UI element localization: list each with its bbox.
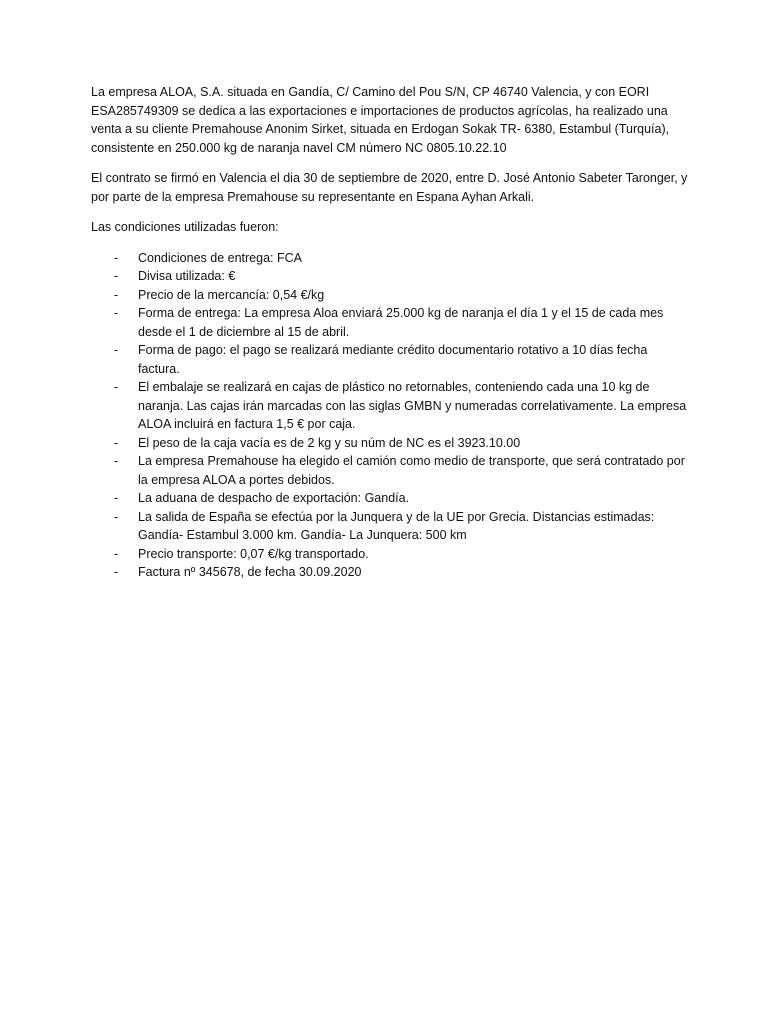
bullet-dash: -	[114, 454, 119, 468]
list-item	[91, 267, 691, 286]
list-item	[91, 304, 691, 341]
list-item-text: Factura nº 345678, de fecha 30.09.2020	[138, 565, 362, 579]
bullet-dash: -	[114, 269, 119, 283]
list-item-text: La salida de España se efectúa por la Junquera y de la UE por Grecia. Distancias estimadas: Gandía- Estambul 3.000 km. Gandía- La Junquera: 500 km	[138, 509, 655, 542]
list-item-text: Forma de entrega: La empresa Aloa enviará 25.000 kg de naranja el día 1 y el 15 de cada mes desde el 1 de diciembre al 15 de abril.	[138, 306, 664, 339]
intro-paragraph: La empresa ALOA, S.A. situada en Gandía, C/ Camino del Pou S/N, CP 46740 Valencia, y con EORI ESA285749309 se dedica a las exportaciones e importaciones de productos agrícolas, ha realizado una venta a su cliente Premahouse Anonim Sirket, situada en Erdogan Sokak TR- 6380, Estambul (Turquía), consistente en 250.000 kg de naranja navel CM número NC 0805.10.22.10	[91, 85, 670, 155]
list-item	[91, 545, 691, 564]
list-item-text: Forma de pago: el pago se realizará mediante crédito documentario rotativo a 10 días fecha factura.	[138, 343, 648, 376]
list-item	[91, 434, 691, 453]
list-item-text: La empresa Premahouse ha elegido el camión como medio de transporte, que será contratado por la empresa ALOA a portes debidos.	[138, 454, 685, 487]
list-item	[91, 378, 691, 434]
bullet-dash: -	[114, 343, 119, 357]
list-item-text: Precio transporte: 0,07 €/kg transportado.	[138, 546, 369, 561]
bullet-dash: -	[114, 250, 119, 265]
list-item-text: La aduana de despacho de exportación: Gandía.	[138, 491, 410, 505]
bullet-dash: -	[114, 306, 119, 320]
list-item	[91, 452, 691, 489]
bullet-dash: -	[114, 287, 119, 302]
list-item-text: El embalaje se realizará en cajas de plástico no retornables, conteniendo cada una 10 kg de naranja. Las cajas irán marcadas con las siglas GMBN y numeradas correlativamente. La empresa ALOA incluirá en factura 1,5 € por caja.	[138, 380, 687, 431]
list-item-text: Divisa utilizada: €	[138, 269, 236, 283]
document-page	[91, 83, 691, 582]
list-item-text: El peso de la caja vacía es de 2 kg y su núm de NC es el 3923.10.00	[138, 435, 521, 450]
conditions-heading: Las condiciones utilizadas fueron:	[91, 220, 279, 234]
list-item	[91, 563, 691, 582]
bullet-dash: -	[114, 435, 119, 450]
bullet-dash: -	[114, 546, 119, 561]
list-item	[91, 249, 691, 268]
list-item	[91, 489, 691, 508]
contract-paragraph: El contrato se firmó en Valencia el dia 30 de septiembre de 2020, entre D. José Antonio Sabeter Taronger, y por parte de la empresa Premahouse su representante en Espana Ayhan Arkali.	[91, 171, 688, 204]
bullet-dash: -	[114, 509, 119, 524]
list-item	[91, 286, 691, 305]
conditions-list	[91, 249, 691, 582]
list-item	[91, 508, 691, 545]
list-item-text: Condiciones de entrega: FCA	[138, 250, 302, 265]
bullet-dash: -	[114, 565, 119, 579]
list-item-text: Precio de la mercancía: 0,54 €/kg	[138, 287, 325, 302]
bullet-dash: -	[114, 491, 119, 505]
list-item	[91, 341, 691, 378]
bullet-dash: -	[114, 380, 119, 394]
